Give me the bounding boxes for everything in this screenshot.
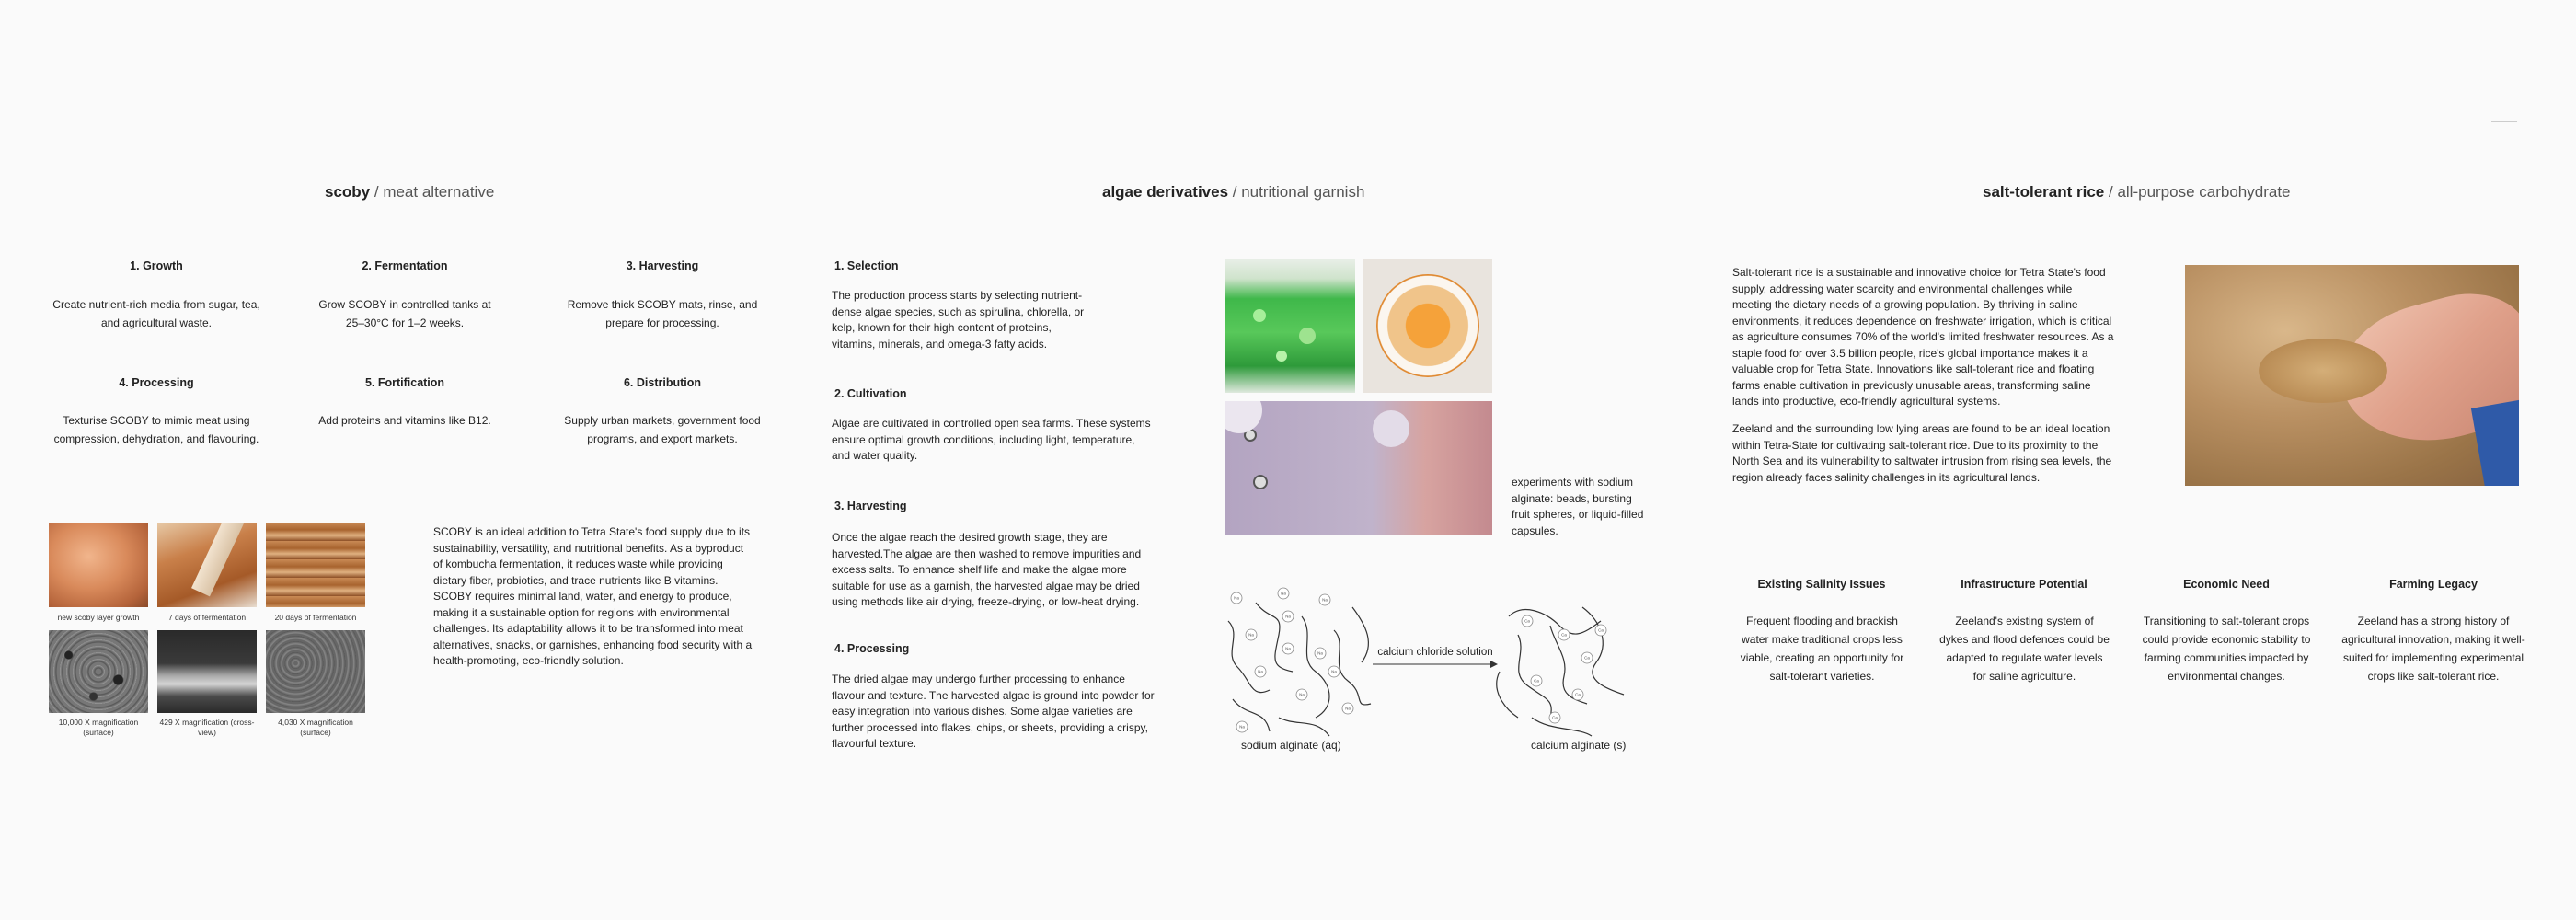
svg-text:Na: Na xyxy=(1239,724,1245,730)
rice-factor-4-text: Zeeland has a strong history of agricultural innovation, making it well-suited for implementing experimental crops like salt-tolerant rice. xyxy=(2341,615,2525,683)
scoby-step-1-title: 1. Growth xyxy=(130,259,183,272)
algae-step-1-title: 1. Selection xyxy=(834,259,899,272)
scoby-caption-3: 20 days of fermentation xyxy=(274,613,357,622)
svg-text:Na: Na xyxy=(1331,669,1337,674)
svg-text:Ca: Ca xyxy=(1552,715,1558,720)
svg-text:Na: Na xyxy=(1345,706,1351,711)
rice-factor-2-text: Zeeland's existing system of dykes and flood defences could be adapted to regulate water levels for saline agriculture. xyxy=(1939,615,2110,683)
scoby-caption-1: new scoby layer growth xyxy=(57,613,140,622)
svg-text:Na: Na xyxy=(1285,646,1291,651)
rice-photo-hand xyxy=(2185,265,2519,486)
rice-factor-2-title: Infrastructure Potential xyxy=(1961,578,2087,591)
top-right-mark xyxy=(2491,121,2517,122)
rice-factor-3-title: Economic Need xyxy=(2183,578,2270,591)
algae-step-2-text: Algae are cultivated in controlled open sea farms. These systems ensure optimal growth conditions, including light, temperature, and water quality. xyxy=(832,417,1151,462)
sodium-alginate-label: sodium alginate (aq) xyxy=(1241,739,1341,752)
scoby-step-2-title: 2. Fermentation xyxy=(362,259,448,272)
scoby-micrograph-4030x xyxy=(266,630,365,713)
svg-text:Na: Na xyxy=(1317,650,1323,656)
scoby-step-3-text: Remove thick SCOBY mats, rinse, and prepare for processing. xyxy=(567,298,758,329)
scoby-step-6-title: 6. Distribution xyxy=(623,376,702,389)
algae-step-4-text: The dried algae may undergo further processing to enhance flavour and texture. The harvested algae is ground into powder for easy integration into various dishes. Some algae varieties are further processed into flakes, chips, or sheets, providing a crispy, flavourful texture. xyxy=(832,673,1155,750)
alginate-diagram xyxy=(1214,580,1656,754)
scoby-micrograph-10000x xyxy=(49,630,148,713)
algae-step-4-title: 4. Processing xyxy=(834,642,910,655)
scoby-step-3-title: 3. Harvesting xyxy=(626,259,699,272)
svg-text:Na: Na xyxy=(1258,669,1263,674)
svg-text:Ca: Ca xyxy=(1584,655,1590,661)
svg-text:Ca: Ca xyxy=(1524,618,1530,624)
scoby-description: SCOBY is an ideal addition to Tetra State's food supply due to its sustainability, versatility, and nutritional benefits. As a byproduct of kombucha fermentation, it reduces waste while providing dietary fiber, probiotics, and trace nutrients like B vitamins. SCOBY requires minimal land, water, and energy to produce, making it a sustainable option for regions with environmental challenges. Its adaptability allows it to be transformed into meat alternatives, snacks, or garnishes, enhancing food security with a health-promoting, eco-friendly solution. xyxy=(433,525,753,667)
scoby-caption-2: 7 days of fermentation xyxy=(167,613,247,622)
rice-title-sub: / all-purpose carbohydrate xyxy=(2109,183,2291,201)
algae-photo-caption: experiments with sodium alginate: beads, bursting fruit spheres, or liquid-filled capsules. xyxy=(1512,476,1644,537)
scoby-photo-7-days xyxy=(157,523,257,607)
scoby-title-bold: scoby xyxy=(325,183,371,201)
algae-step-3-title: 3. Harvesting xyxy=(834,500,907,512)
scoby-step-4-text: Texturise SCOBY to mimic meat using compression, dehydration, and flavouring. xyxy=(53,414,259,445)
rice-factor-4-title: Farming Legacy xyxy=(2389,578,2478,591)
algae-step-2-title: 2. Cultivation xyxy=(834,387,907,400)
scoby-step-4-title: 4. Processing xyxy=(119,376,194,389)
svg-text:Na: Na xyxy=(1281,591,1286,596)
scoby-photo-20-days xyxy=(266,523,365,607)
algae-title-bold: algae derivatives xyxy=(1102,183,1229,201)
scoby-step-6-text: Supply urban markets, government food programs, and export markets. xyxy=(564,414,761,445)
rice-title-bold: salt-tolerant rice xyxy=(1983,183,2105,201)
svg-text:Na: Na xyxy=(1322,597,1328,603)
svg-text:Ca: Ca xyxy=(1575,692,1581,697)
arrow-label: calcium chloride solution xyxy=(1377,647,1493,658)
rice-title xyxy=(1983,183,2291,201)
scoby-title-sub: / meat alternative xyxy=(374,183,495,201)
algae-photo-orange-spheres xyxy=(1363,259,1492,393)
calcium-alginate-label: calcium alginate (s) xyxy=(1531,739,1627,752)
scoby-caption-4: 10,000 X magnification (surface) xyxy=(58,718,139,737)
svg-text:Ca: Ca xyxy=(1561,632,1567,638)
na-ions xyxy=(1231,588,1353,732)
rice-factor-1-title: Existing Salinity Issues xyxy=(1757,578,1886,591)
rice-factor-1-text: Frequent flooding and brackish water make traditional crops less viable, creating an opportunity for salt-tolerant varieties. xyxy=(1740,615,1904,683)
scoby-step-5-text: Add proteins and vitamins like B12. xyxy=(318,414,491,427)
svg-text:Na: Na xyxy=(1299,692,1305,697)
svg-text:Na: Na xyxy=(1234,595,1239,601)
algae-title-sub: / nutritional garnish xyxy=(1232,183,1365,201)
algae-photo-green-jar xyxy=(1225,259,1355,393)
scoby-title xyxy=(325,183,494,201)
algae-photo-microscope xyxy=(1225,401,1492,535)
scoby-photo-layer-growth xyxy=(49,523,148,607)
algae-step-1-text: The production process starts by selecting nutrient-dense algae species, such as spirulina, chlorella, or kelp, known for their high content of proteins, vitamins, minerals, and omega-3 fatty acids. xyxy=(832,289,1085,351)
rice-factor-3-text: Transitioning to salt-tolerant crops could provide economic stability to farming communities impacted by environmental changes. xyxy=(2142,615,2311,683)
scoby-caption-5: 429 X magnification (cross-view) xyxy=(159,718,255,737)
algae-step-3-text: Once the algae reach the desired growth stage, they are harvested.The algae are then washed to remove impurities and excess salts. To enhance shelf life and make the algae more suitable for use as a garnish, the harvested algae may be dried using methods like air drying, freeze-drying, or low-heat drying. xyxy=(832,531,1142,608)
scoby-step-2-text: Grow SCOBY in controlled tanks at 25–30°C for 1–2 weeks. xyxy=(318,298,491,329)
scoby-caption-6: 4,030 X magnification (surface) xyxy=(278,718,353,737)
svg-text:Ca: Ca xyxy=(1598,627,1604,633)
scoby-micrograph-429x xyxy=(157,630,257,713)
rice-paragraph-1: Salt-tolerant rice is a sustainable and innovative choice for Tetra State's food supply, addressing water scarcity and environmental challenges while meeting the dietary needs of a growing population. By thriving in saline environments, it reduces dependence on freshwater irrigation, which is critical as agriculture consumes 70% of the world's limited freshwater resources. As a staple food for over 3.5 billion people, rice's global importance makes it a valuable crop for Tetra State. Innovations like salt-tolerant rice and floating farms enable cultivation in previously unusable areas, transforming saline lands into productive, eco-friendly agricultural systems. xyxy=(1732,266,2114,408)
scoby-step-5-title: 5. Fortification xyxy=(364,376,445,389)
svg-text:Ca: Ca xyxy=(1534,678,1539,684)
svg-text:Na: Na xyxy=(1285,614,1291,619)
scoby-step-1-text: Create nutrient-rich media from sugar, tea, and agricultural waste. xyxy=(52,298,260,329)
svg-text:Na: Na xyxy=(1248,632,1254,638)
rice-paragraph-2: Zeeland and the surrounding low lying areas are found to be an ideal location within Tetra-State for cultivating salt-tolerant rice. Due to its proximity to the North Sea and its vulnerability to saltwater intrusion from rising sea levels, the region already faces salinity challenges in its agricultural lands. xyxy=(1732,422,2112,484)
algae-title xyxy=(1102,183,1364,201)
